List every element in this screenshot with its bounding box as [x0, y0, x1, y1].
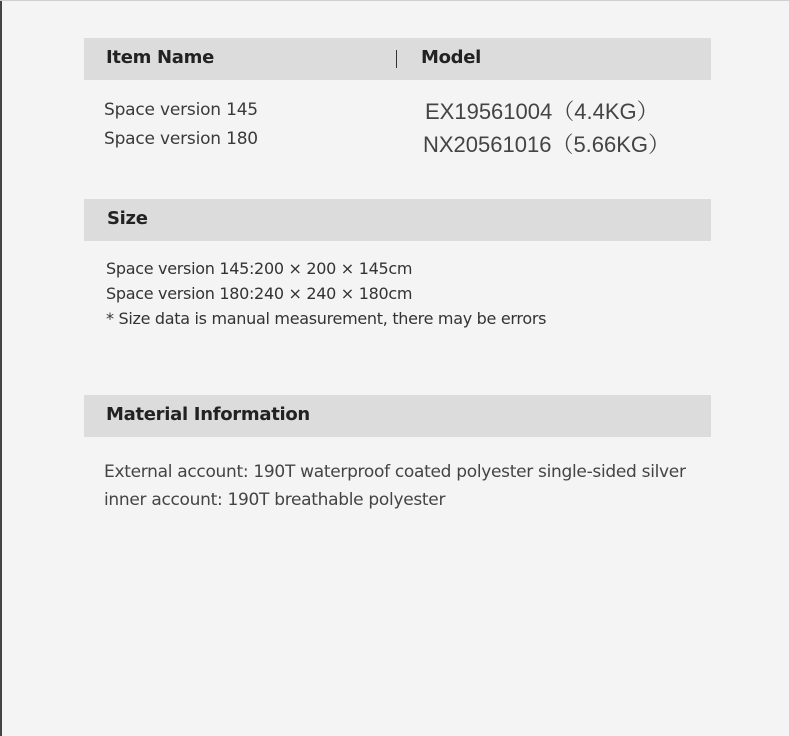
model-row-1-name: Space version 145	[104, 100, 258, 120]
header-item-name: Item Name	[106, 47, 215, 68]
size-line-1: Space version 145:200 × 200 × 145cm	[106, 259, 413, 278]
size-note: * Size data is manual measurement, there may be errors	[106, 309, 547, 328]
model-row-2-model: NX20561016（5.66KG）	[423, 132, 671, 157]
material-line-2: inner account: 190T breathable polyester	[104, 490, 446, 510]
material-line-1: External account: 190T waterproof coated polyester single-sided silver	[104, 462, 686, 482]
size-line-2: Space version 180:240 × 240 × 180cm	[106, 284, 413, 303]
header-model: Model	[421, 47, 482, 68]
model-row-2-name: Space version 180	[104, 129, 258, 149]
page-left-border	[0, 0, 2, 736]
size-header-band	[84, 199, 711, 241]
size-title: Size	[107, 208, 148, 229]
models-header-band	[84, 38, 711, 80]
header-divider	[396, 50, 397, 68]
material-header-band	[84, 395, 711, 437]
page-top-border	[0, 0, 789, 1]
model-row-1-model: EX19561004（4.4KG）	[425, 99, 659, 124]
material-title: Material Information	[106, 404, 310, 425]
